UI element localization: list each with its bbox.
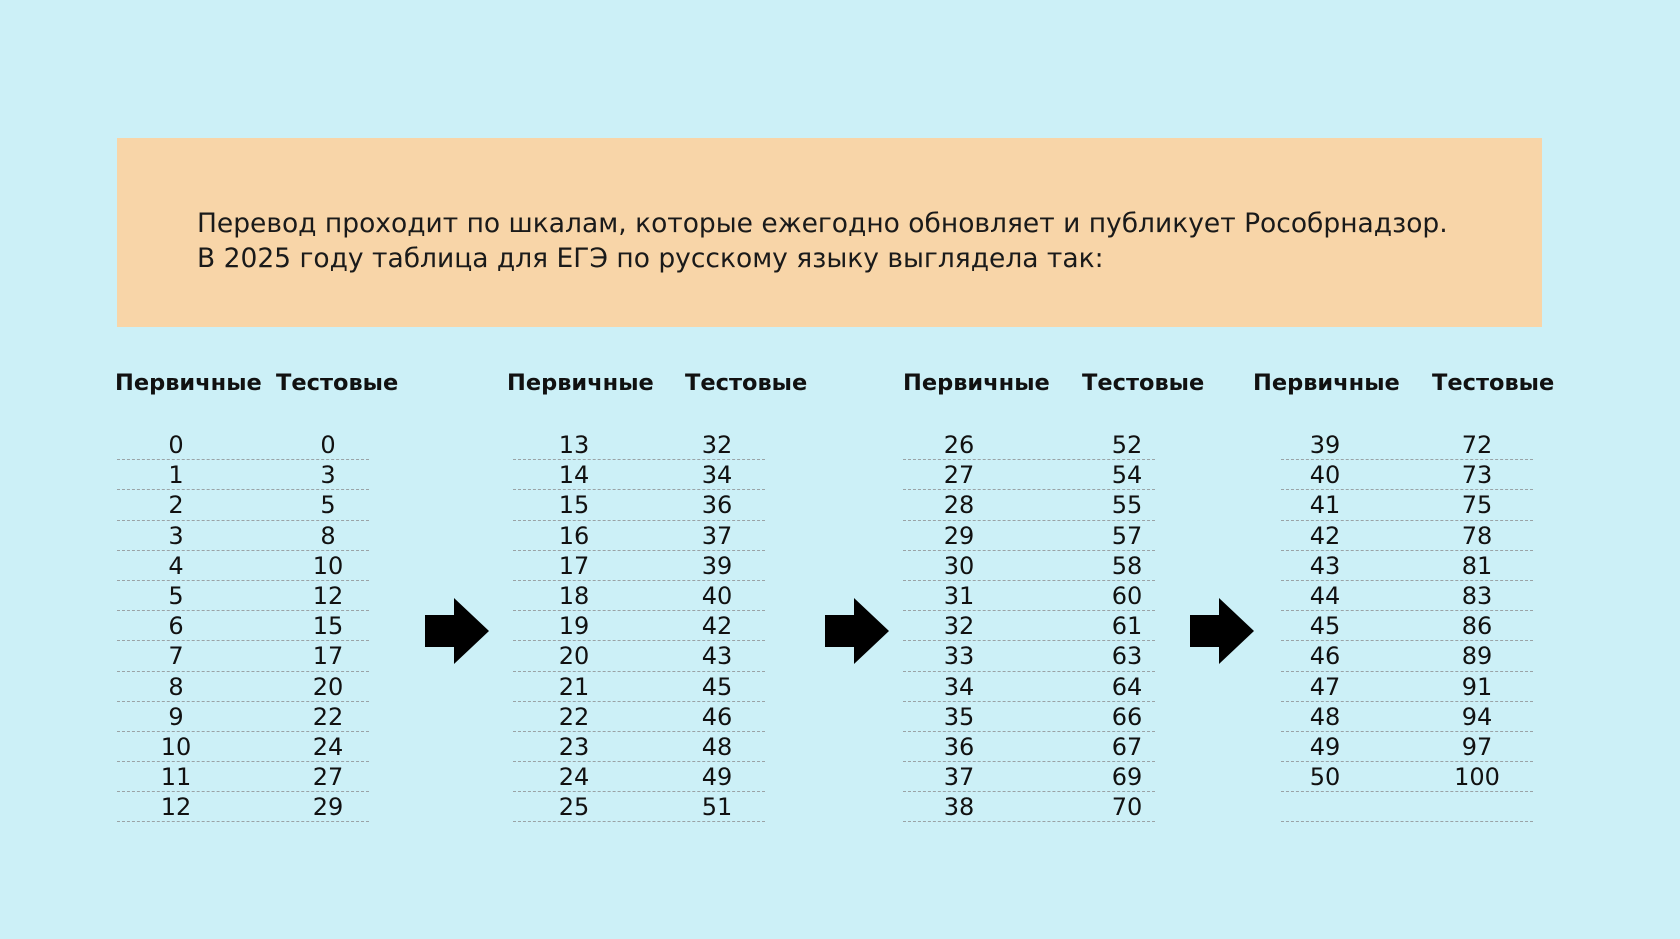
- test-score: 0: [320, 431, 336, 459]
- test-score: 32: [701, 431, 733, 459]
- table-row: [1281, 611, 1533, 641]
- primary-score: 40: [1309, 461, 1341, 490]
- table-row: [117, 430, 369, 460]
- test-score: 46: [701, 702, 733, 731]
- primary-score: 19: [558, 612, 590, 641]
- primary-score: 35: [943, 702, 975, 731]
- test-score: 48: [701, 732, 733, 761]
- table-row: [903, 490, 1155, 520]
- table-rows: [903, 430, 1155, 822]
- test-score: 39: [701, 551, 733, 580]
- header-test: Тестовые: [1082, 370, 1205, 396]
- table-row: [117, 581, 369, 611]
- primary-score: 0: [168, 431, 184, 459]
- table-row: [117, 490, 369, 520]
- test-score: 81: [1461, 551, 1493, 580]
- table-row: [513, 762, 765, 792]
- primary-score: 49: [1309, 732, 1341, 761]
- test-score: 29: [312, 793, 344, 822]
- header-primary: Первичные: [1253, 370, 1400, 396]
- table-row: [903, 551, 1155, 581]
- intro-line-1: Перевод проходит по шкалам, которые ежегодно обновляет и публикует Рособрнадзор.: [197, 208, 1448, 239]
- table-row: [903, 672, 1155, 702]
- primary-score: 5: [168, 581, 184, 610]
- table-row: [903, 521, 1155, 551]
- primary-score: 14: [558, 461, 590, 490]
- arrow-right-icon: [425, 598, 489, 664]
- primary-score: 9: [168, 702, 184, 731]
- primary-score: 38: [943, 793, 975, 822]
- table-row: [1281, 732, 1533, 762]
- test-score: 83: [1461, 581, 1493, 610]
- primary-score: 23: [558, 732, 590, 761]
- test-score: 69: [1111, 763, 1143, 792]
- primary-score: 33: [943, 642, 975, 671]
- table-row: [903, 792, 1155, 822]
- test-score: 66: [1111, 702, 1143, 731]
- test-score: 64: [1111, 672, 1143, 701]
- table-row: [513, 792, 765, 822]
- table-row: [1281, 460, 1533, 490]
- table-row: [117, 551, 369, 581]
- primary-score: 46: [1309, 642, 1341, 671]
- table-row: [1281, 672, 1533, 702]
- header-test: Тестовые: [685, 370, 808, 396]
- test-score: 63: [1111, 642, 1143, 671]
- table-row: [903, 732, 1155, 762]
- table-row: [513, 672, 765, 702]
- table-row: [1281, 792, 1533, 822]
- primary-score: 21: [558, 672, 590, 701]
- primary-score: 2: [168, 491, 184, 520]
- primary-score: 32: [943, 612, 975, 641]
- table-row: [903, 581, 1155, 611]
- table-row: [117, 702, 369, 732]
- header-primary: Первичные: [903, 370, 1050, 396]
- test-score: 12: [312, 581, 344, 610]
- test-score: 22: [312, 702, 344, 731]
- primary-score: 15: [558, 491, 590, 520]
- test-score: 58: [1111, 551, 1143, 580]
- test-score: 37: [701, 521, 733, 550]
- primary-score: 13: [558, 431, 590, 459]
- table-row: [117, 611, 369, 641]
- primary-score: 24: [558, 763, 590, 792]
- test-score: 60: [1111, 581, 1143, 610]
- table-row: [1281, 762, 1533, 792]
- test-score: 70: [1111, 793, 1143, 822]
- test-score: 55: [1111, 491, 1143, 520]
- primary-score: 25: [558, 793, 590, 822]
- table-row: [117, 641, 369, 671]
- test-score: 20: [312, 672, 344, 701]
- table-row: [1281, 641, 1533, 671]
- primary-score: 10: [160, 732, 192, 761]
- arrow-right-icon: [825, 598, 889, 664]
- test-score: 43: [701, 642, 733, 671]
- primary-score: 22: [558, 702, 590, 731]
- table-row: [903, 460, 1155, 490]
- test-score: 97: [1461, 732, 1493, 761]
- primary-score: 20: [558, 642, 590, 671]
- primary-score: 4: [168, 551, 184, 580]
- primary-score: 37: [943, 763, 975, 792]
- table-row: [1281, 702, 1533, 732]
- primary-score: 34: [943, 672, 975, 701]
- table-row: [513, 490, 765, 520]
- table-row: [903, 611, 1155, 641]
- primary-score: 29: [943, 521, 975, 550]
- test-score: 24: [312, 732, 344, 761]
- primary-score: 6: [168, 612, 184, 641]
- test-score: 78: [1461, 521, 1493, 550]
- table-row: [513, 430, 765, 460]
- test-score: 40: [701, 581, 733, 610]
- primary-score: 16: [558, 521, 590, 550]
- test-score: 61: [1111, 612, 1143, 641]
- intro-line-2: В 2025 году таблица для ЕГЭ по русскому языку выглядела так:: [197, 243, 1104, 274]
- test-score: 72: [1461, 431, 1493, 459]
- table-row: [903, 430, 1155, 460]
- test-score: 15: [312, 612, 344, 641]
- arrow-right-icon: [1190, 598, 1254, 664]
- table-row: [513, 641, 765, 671]
- table-row: [1281, 551, 1533, 581]
- header-primary: Первичные: [507, 370, 654, 396]
- test-score: 91: [1461, 672, 1493, 701]
- table-row: [903, 702, 1155, 732]
- test-score: 51: [701, 793, 733, 822]
- primary-score: 11: [160, 763, 192, 792]
- primary-score: 42: [1309, 521, 1341, 550]
- table-row: [513, 521, 765, 551]
- test-score: 75: [1461, 491, 1493, 520]
- test-score: 3: [320, 461, 336, 490]
- test-score: 8: [320, 521, 336, 550]
- table-row: [903, 762, 1155, 792]
- primary-score: 28: [943, 491, 975, 520]
- test-score: 100: [1454, 763, 1500, 792]
- test-score: 45: [701, 672, 733, 701]
- table-row: [513, 702, 765, 732]
- table-row: [1281, 521, 1533, 551]
- primary-score: 45: [1309, 612, 1341, 641]
- primary-score: 47: [1309, 672, 1341, 701]
- primary-score: 27: [943, 461, 975, 490]
- primary-score: 43: [1309, 551, 1341, 580]
- table-row: [1281, 430, 1533, 460]
- primary-score: 41: [1309, 491, 1341, 520]
- test-score: 17: [312, 642, 344, 671]
- primary-score: 50: [1309, 763, 1341, 792]
- primary-score: 12: [160, 793, 192, 822]
- test-score: 57: [1111, 521, 1143, 550]
- table-row: [903, 641, 1155, 671]
- primary-score: 36: [943, 732, 975, 761]
- test-score: 54: [1111, 461, 1143, 490]
- primary-score: 48: [1309, 702, 1341, 731]
- table-row: [513, 460, 765, 490]
- table-row: [513, 611, 765, 641]
- table-rows: [117, 430, 369, 822]
- table-row: [117, 672, 369, 702]
- primary-score: 18: [558, 581, 590, 610]
- primary-score: 30: [943, 551, 975, 580]
- primary-score: 7: [168, 642, 184, 671]
- test-score: 5: [320, 491, 336, 520]
- test-score: 67: [1111, 732, 1143, 761]
- primary-score: 3: [168, 521, 184, 550]
- test-score: 42: [701, 612, 733, 641]
- header-test: Тестовые: [1432, 370, 1555, 396]
- header-test: Тестовые: [276, 370, 399, 396]
- test-score: 52: [1111, 431, 1143, 459]
- test-score: 89: [1461, 642, 1493, 671]
- primary-score: 8: [168, 672, 184, 701]
- intro-text: [197, 206, 1448, 276]
- test-score: 34: [701, 461, 733, 490]
- table-row: [513, 732, 765, 762]
- test-score: 49: [701, 763, 733, 792]
- test-score: 73: [1461, 461, 1493, 490]
- intro-banner: [117, 138, 1542, 327]
- primary-score: 26: [943, 431, 975, 459]
- test-score: 36: [701, 491, 733, 520]
- table-row: [513, 581, 765, 611]
- test-score: 27: [312, 763, 344, 792]
- table-row: [117, 732, 369, 762]
- primary-score: 44: [1309, 581, 1341, 610]
- test-score: 94: [1461, 702, 1493, 731]
- header-primary: Первичные: [115, 370, 262, 396]
- table-row: [513, 551, 765, 581]
- table-row: [117, 762, 369, 792]
- table-row: [1281, 490, 1533, 520]
- primary-score: 31: [943, 581, 975, 610]
- test-score: 10: [312, 551, 344, 580]
- table-row: [117, 521, 369, 551]
- table-rows: [1281, 430, 1533, 822]
- table-row: [117, 792, 369, 822]
- table-row: [1281, 581, 1533, 611]
- primary-score: 1: [168, 461, 184, 490]
- table-row: [117, 460, 369, 490]
- primary-score: 39: [1309, 431, 1341, 459]
- table-rows: [513, 430, 765, 822]
- primary-score: 17: [558, 551, 590, 580]
- test-score: 86: [1461, 612, 1493, 641]
